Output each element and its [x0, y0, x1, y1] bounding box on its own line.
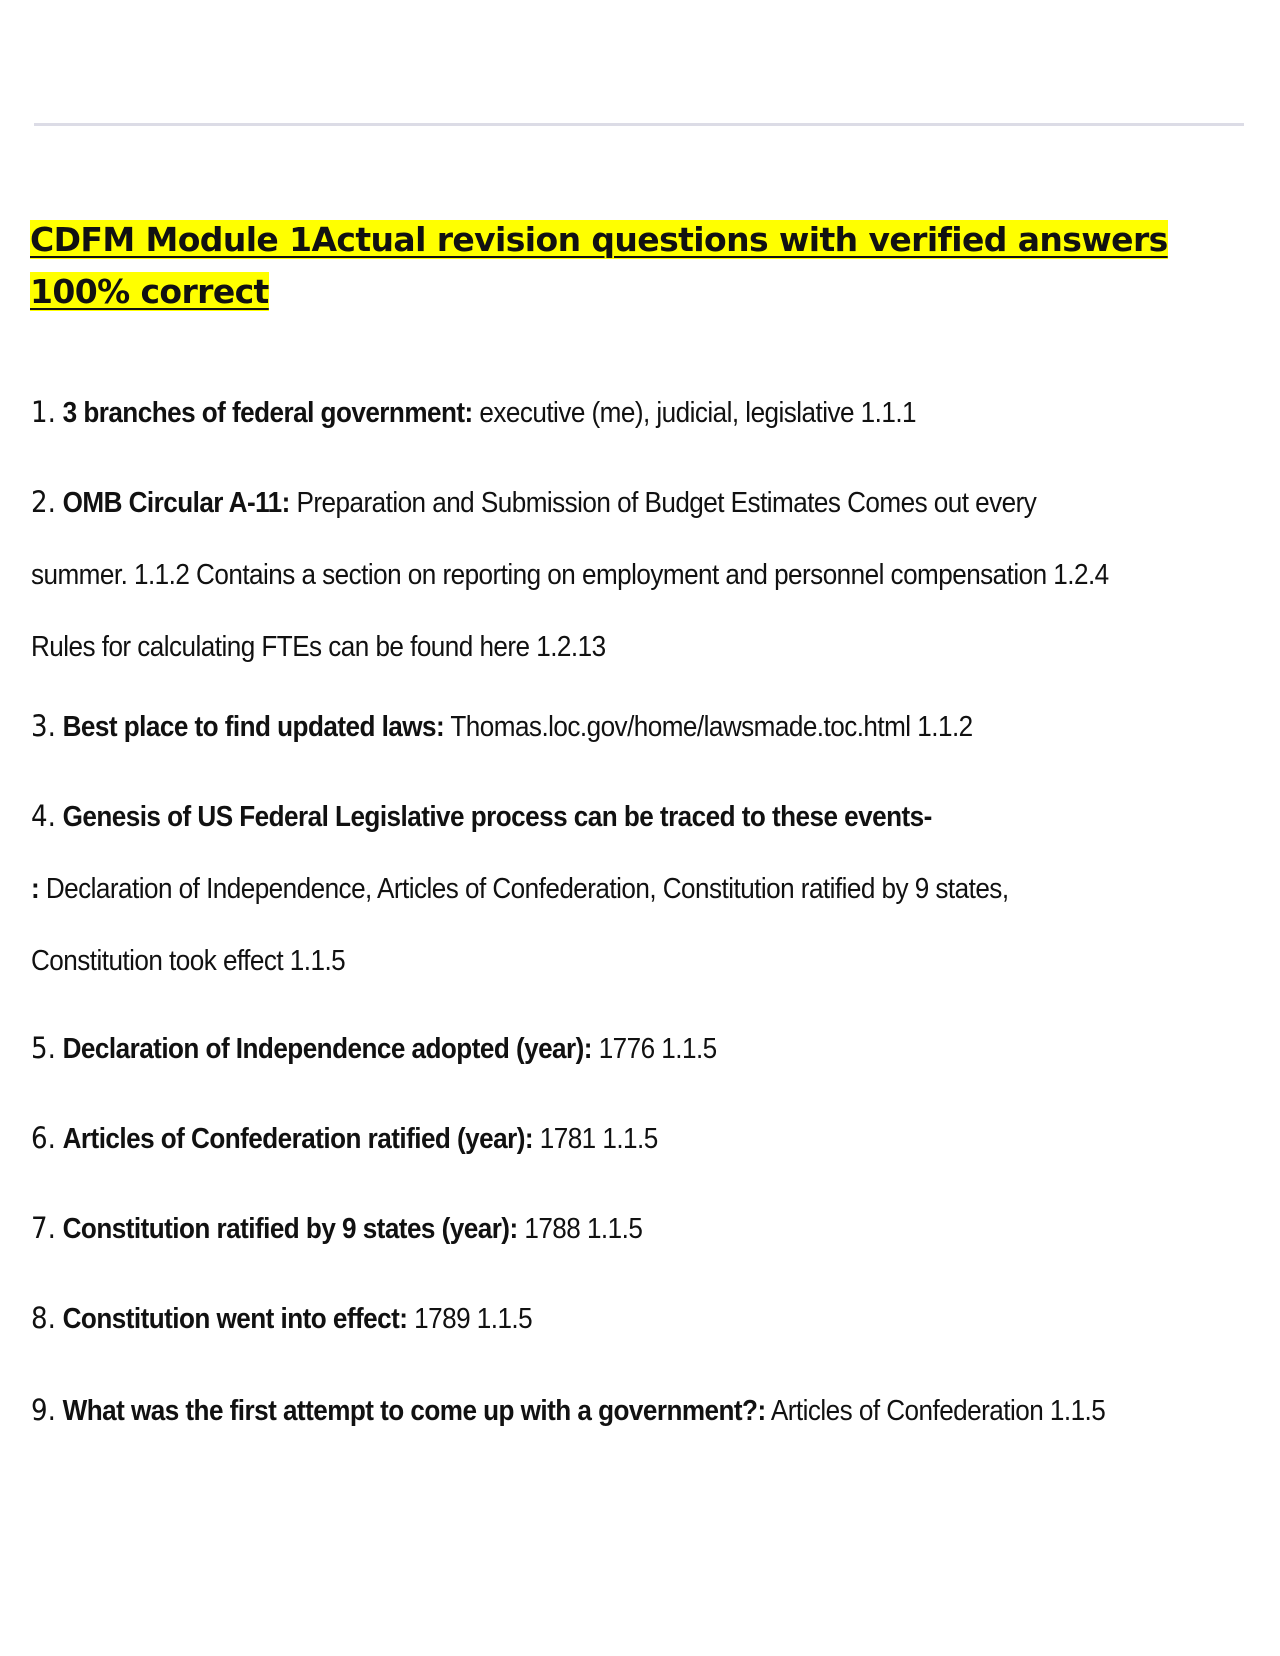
qa-number: 8.	[31, 1301, 56, 1335]
qa-item-8	[31, 1282, 1138, 1355]
qa-answer: Declaration of Independence, Articles of Confederation, Constitution ratified by 9 states, Constitution took effect 1.1.5	[31, 873, 1009, 977]
qa-question: Declaration of Independence adopted (year):	[62, 1033, 592, 1065]
qa-number: 1.	[31, 395, 56, 429]
qa-question: Constitution ratified by 9 states (year):	[62, 1213, 518, 1245]
qa-answer: 1776 1.1.5	[598, 1033, 717, 1065]
qa-number: 3.	[31, 709, 56, 743]
qa-question: Best place to find updated laws:	[62, 711, 445, 743]
qa-number: 5.	[31, 1031, 56, 1065]
top-divider	[34, 123, 1244, 126]
qa-answer: 1789 1.1.5	[414, 1303, 533, 1335]
qa-answer: Articles of Confederation 1.1.5	[770, 1395, 1106, 1427]
qa-number: 2.	[31, 485, 56, 519]
qa-answer: Thomas.loc.gov/home/lawsmade.toc.html 1.1.2	[450, 711, 973, 743]
qa-item-3	[31, 690, 1138, 763]
qa-question: Articles of Confederation ratified (year):	[62, 1123, 534, 1155]
qa-question: Genesis of US Federal Legislative process can be traced to these events-	[62, 801, 932, 833]
qa-answer: Preparation and Submission of Budget Estimates Comes out every summer. 1.1.2 Contains a section on reporting on employment and personnel compensation 1.2.4 Rules for calculating FTEs can be found here 1.2.13	[31, 487, 1109, 663]
qa-answer: 1781 1.1.5	[539, 1123, 658, 1155]
qa-item-4	[31, 780, 1138, 997]
qa-question: What was the first attempt to come up with a government?:	[62, 1395, 766, 1427]
qa-item-1	[31, 376, 1138, 449]
qa-item-7	[31, 1192, 1138, 1265]
qa-answer: executive (me), judicial, legislative 1.1.1	[479, 397, 917, 429]
qa-question: 3 branches of federal government:	[62, 397, 473, 429]
qa-item-5	[31, 1012, 1138, 1085]
qa-item-9	[31, 1374, 1138, 1447]
qa-number: 6.	[31, 1121, 56, 1155]
document-title-text: CDFM Module 1Actual revision questions with verified answers 100% correct	[30, 220, 1168, 311]
qa-question: OMB Circular A-11:	[62, 487, 290, 519]
qa-item-6	[31, 1102, 1138, 1175]
qa-question: Constitution went into effect:	[62, 1303, 408, 1335]
qa-item-2	[31, 466, 1138, 683]
qa-answer: 1788 1.1.5	[524, 1213, 643, 1245]
qa-number: 7.	[31, 1211, 56, 1245]
qa-number: 9.	[31, 1393, 56, 1427]
qa-question-colon: :	[31, 873, 40, 905]
document-title	[30, 214, 1270, 318]
qa-number: 4.	[31, 799, 56, 833]
